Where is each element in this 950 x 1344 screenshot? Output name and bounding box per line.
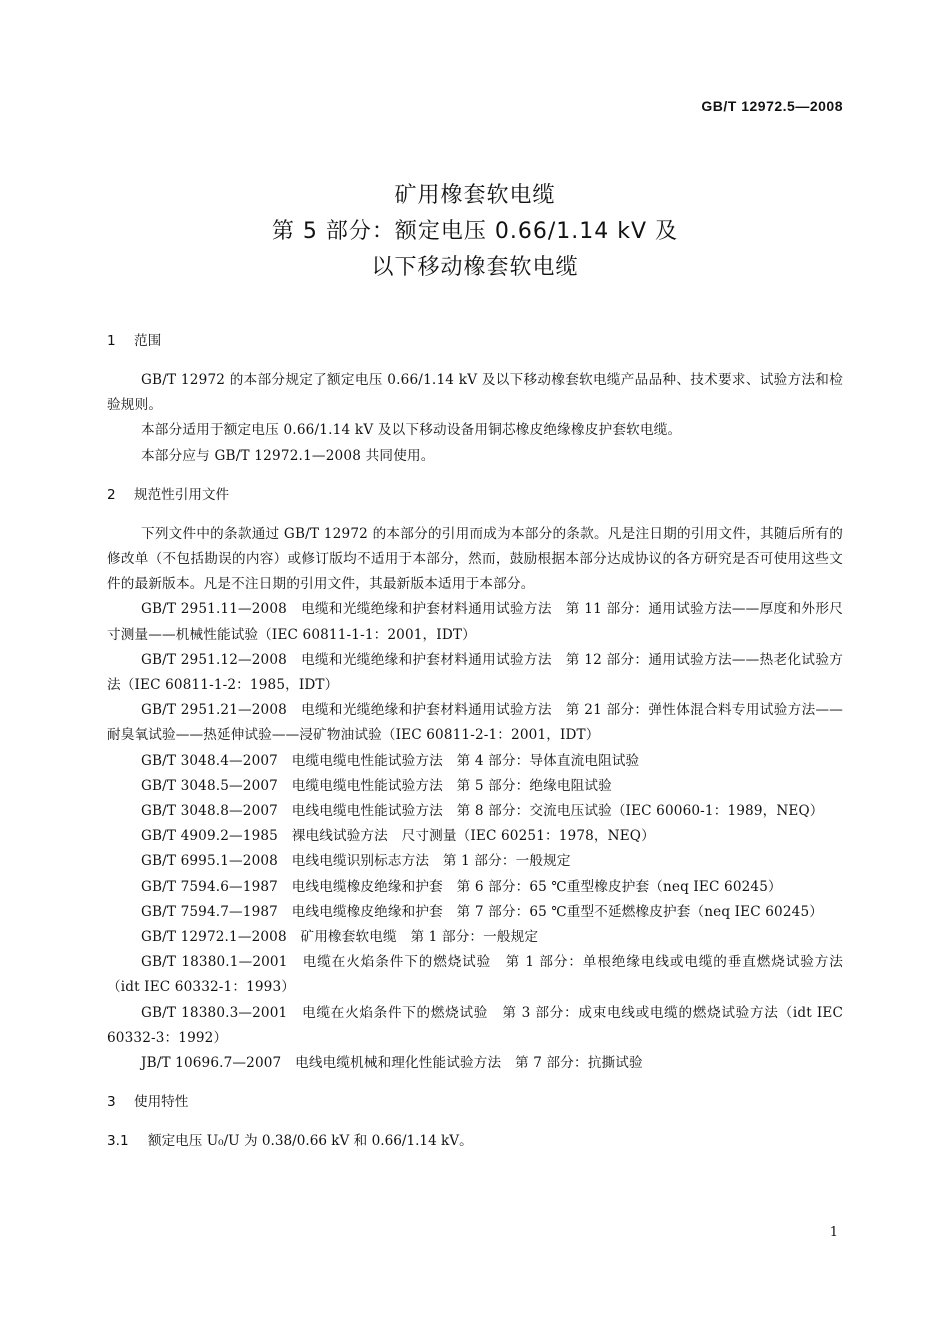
section-1-title: 范围 bbox=[134, 333, 162, 349]
reference-item: JB/T 10696.7—2007 电线电缆机械和理化性能试验方法 第 7 部分：抗撕试验 bbox=[141, 1055, 643, 1072]
reference-item: GB/T 12972.1—2008 矿用橡套软电缆 第 1 部分：一般规定 bbox=[141, 929, 539, 946]
section-1-paragraph-2: 本部分适用于额定电压 0.66/1.14 kV 及以下移动设备用铜芯橡皮绝缘橡皮护套软电缆。 bbox=[141, 422, 682, 439]
reference-item: GB/T 2951.11—2008 电缆和光缆绝缘和护套材料通用试验方法 第 11 部分：通用试验方法——厚度和外形尺寸测量——机械性能试验（IEC 60811-1-1：2001，IDT） bbox=[107, 601, 843, 643]
reference-item: GB/T 18380.1—2001 电缆在火焰条件下的燃烧试验 第 1 部分：单根绝缘电线或电缆的垂直燃烧试验方法（idt IEC 60332-1：1993） bbox=[107, 954, 843, 996]
page-number: 1 bbox=[829, 1225, 838, 1240]
title-line-3: 以下移动橡套软电缆 bbox=[371, 255, 579, 280]
document-code: GB/T 12972.5—2008 bbox=[701, 98, 843, 114]
section-1-paragraph-1: GB/T 12972 的本部分规定了额定电压 0.66/1.14 kV 及以下移动橡套软电缆产品品种、技术要求、试验方法和检验规则。 bbox=[107, 372, 843, 414]
reference-item: GB/T 3048.8—2007 电线电缆电性能试验方法 第 8 部分：交流电压试验（IEC 60060-1：1989，NEQ） bbox=[141, 803, 824, 820]
section-2-number: 2 bbox=[107, 486, 116, 503]
title-line-2: 第 5 部分：额定电压 0.66/1.14 kV 及 bbox=[271, 219, 679, 244]
clause-3-1-text: 额定电压 U₀/U 为 0.38/0.66 kV 和 0.66/1.14 kV。 bbox=[148, 1133, 473, 1150]
section-2-heading bbox=[107, 483, 843, 508]
document-body bbox=[107, 329, 843, 1154]
reference-item: GB/T 7594.7—1987 电线电缆橡皮绝缘和护套 第 7 部分：65 ℃重型不延燃橡皮护套（neq IEC 60245） bbox=[141, 903, 823, 920]
clause-3-1-number: 3.1 bbox=[107, 1133, 129, 1150]
section-3-title: 使用特性 bbox=[134, 1094, 189, 1111]
section-1-heading bbox=[107, 329, 843, 354]
title-line-1: 矿用橡套软电缆 bbox=[394, 183, 556, 208]
section-3-number: 3 bbox=[107, 1094, 116, 1111]
reference-item: GB/T 3048.4—2007 电缆电缆电性能试验方法 第 4 部分：导体直流电阻试验 bbox=[141, 752, 640, 769]
reference-item: GB/T 2951.21—2008 电缆和光缆绝缘和护套材料通用试验方法 第 21 部分：弹性体混合料专用试验方法——耐臭氧试验——热延伸试验——浸矿物油试验（IEC 60811-2-1：2001，IDT） bbox=[107, 702, 843, 744]
section-1-paragraph-3: 本部分应与 GB/T 12972.1—2008 共同使用。 bbox=[141, 447, 435, 464]
reference-item: GB/T 4909.2—1985 裸电线试验方法 尺寸测量（IEC 60251：1978，NEQ） bbox=[141, 828, 655, 845]
section-3-heading bbox=[107, 1090, 843, 1115]
section-2-intro: 下列文件中的条款通过 GB/T 12972 的本部分的引用而成为本部分的条款。凡是注日期的引用文件，其随后所有的修改单（不包括勘误的内容）或修订版均不适用于本部分，然而，鼓励根据本部分达成协议的各方研究是否可使用这些文件的最新版本。凡是不注日期的引用文件，其最新版本适用于本部分。 bbox=[107, 525, 843, 593]
reference-item: GB/T 3048.5—2007 电缆电缆电性能试验方法 第 5 部分：绝缘电阻试验 bbox=[141, 777, 612, 794]
reference-item: GB/T 6995.1—2008 电线电缆识别标志方法 第 1 部分：一般规定 bbox=[141, 853, 571, 870]
section-1-number: 1 bbox=[107, 333, 116, 349]
reference-item: GB/T 2951.12—2008 电缆和光缆绝缘和护套材料通用试验方法 第 12 部分：通用试验方法——热老化试验方法（IEC 60811-1-2：1985，IDT） bbox=[107, 651, 843, 694]
reference-item: GB/T 7594.6—1987 电线电缆橡皮绝缘和护套 第 6 部分：65 ℃重型橡皮护套（neq IEC 60245） bbox=[141, 878, 782, 895]
reference-item: GB/T 18380.3—2001 电缆在火焰条件下的燃烧试验 第 3 部分：成束电线或电缆的燃烧试验方法（idt IEC 60332-3：1992） bbox=[107, 1004, 843, 1046]
clause-3-1 bbox=[107, 1129, 843, 1154]
document-title bbox=[0, 178, 950, 286]
section-2-title: 规范性引用文件 bbox=[134, 486, 230, 503]
